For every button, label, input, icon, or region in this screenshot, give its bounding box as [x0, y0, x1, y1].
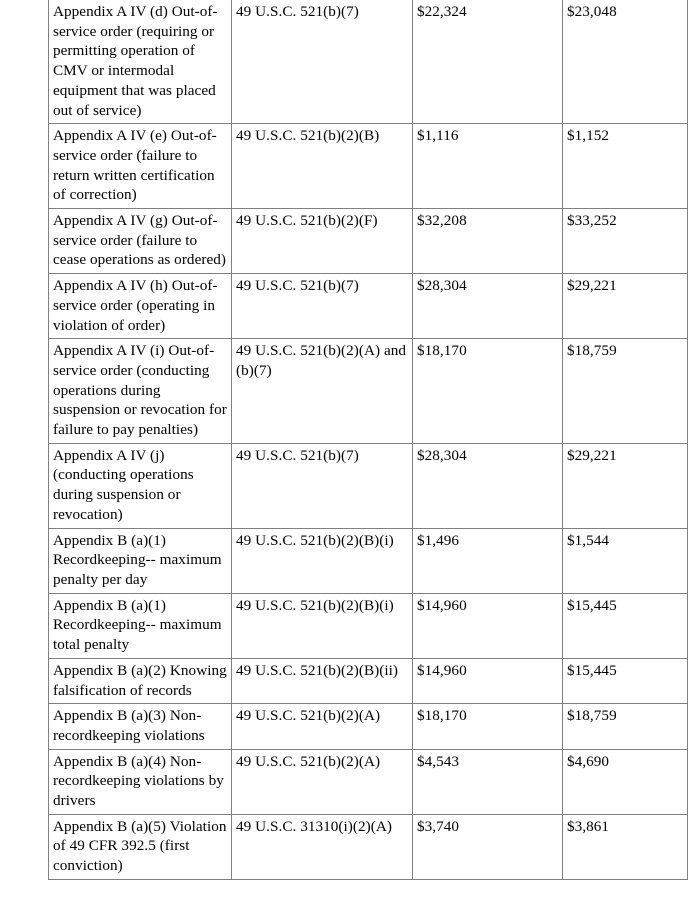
- table-row: [49, 209, 688, 274]
- table-row: [49, 0, 688, 124]
- cell-current-penalty-text: $14,960: [417, 661, 467, 679]
- cell-usc-citation: [232, 339, 413, 444]
- cell-current-penalty: [413, 339, 563, 444]
- cell-current-penalty: [413, 274, 563, 339]
- cell-current-penalty-text: $28,304: [417, 277, 467, 295]
- table-row: [49, 704, 688, 749]
- cell-violation-description-text: Appendix B (a)(3) Non-recordkeeping violations: [53, 707, 205, 744]
- table-row: [49, 274, 688, 339]
- table-row: [49, 339, 688, 444]
- cell-usc-citation-text: 49 U.S.C. 31310(i)(2)(A): [236, 817, 393, 835]
- cell-adjusted-penalty-text: $18,759: [567, 342, 617, 360]
- cell-current-penalty-text: $1,116: [417, 127, 459, 145]
- cell-adjusted-penalty-text: $1,152: [567, 127, 610, 145]
- cell-violation-description-text: Appendix B (a)(1) Recordkeeping-- maximum penalty per day: [53, 531, 222, 588]
- cell-current-penalty-text: $28,304: [417, 446, 467, 464]
- cell-adjusted-penalty: [563, 749, 688, 814]
- cell-adjusted-penalty: [563, 704, 688, 749]
- table-row: [49, 528, 688, 593]
- cell-violation-description-text: Appendix A IV (d) Out-of-service order (requiring or permitting operation of CMV or intermodal equipment that was placed out of service): [53, 3, 218, 119]
- cell-adjusted-penalty: [563, 658, 688, 703]
- cell-usc-citation: [232, 274, 413, 339]
- cell-adjusted-penalty-text: $3,861: [567, 817, 610, 835]
- table-row: [49, 749, 688, 814]
- cell-violation-description: [49, 658, 232, 703]
- cell-adjusted-penalty: [563, 443, 688, 528]
- cell-adjusted-penalty-text: $4,690: [567, 752, 610, 770]
- cell-current-penalty-text: $14,960: [417, 596, 467, 614]
- cell-usc-citation-text: 49 U.S.C. 521(b)(2)(B)(ii): [236, 661, 399, 679]
- cell-usc-citation: [232, 209, 413, 274]
- cell-usc-citation-text: 49 U.S.C. 521(b)(2)(B)(i): [236, 531, 394, 549]
- cell-current-penalty: [413, 124, 563, 209]
- cell-current-penalty-text: $18,170: [417, 707, 467, 725]
- cell-current-penalty: [413, 593, 563, 658]
- cell-usc-citation: [232, 704, 413, 749]
- cell-adjusted-penalty-text: $1,544: [567, 531, 610, 549]
- cell-current-penalty: [413, 209, 563, 274]
- cell-violation-description: [49, 274, 232, 339]
- cell-adjusted-penalty: [563, 339, 688, 444]
- cell-usc-citation: [232, 528, 413, 593]
- cell-usc-citation: [232, 443, 413, 528]
- table-body: [49, 0, 688, 879]
- cell-current-penalty: [413, 704, 563, 749]
- cell-adjusted-penalty: [563, 528, 688, 593]
- cell-adjusted-penalty-text: $33,252: [567, 212, 617, 230]
- cell-usc-citation: [232, 814, 413, 879]
- cell-adjusted-penalty-text: $18,759: [567, 707, 617, 725]
- table-row: [49, 658, 688, 703]
- cell-current-penalty: [413, 749, 563, 814]
- cell-usc-citation-text: 49 U.S.C. 521(b)(2)(B): [236, 127, 380, 145]
- table-row: [49, 443, 688, 528]
- cell-violation-description: [49, 209, 232, 274]
- cell-usc-citation: [232, 593, 413, 658]
- cell-violation-description-text: Appendix B (a)(5) Violation of 49 CFR 392.5 (first conviction): [53, 817, 227, 875]
- cell-usc-citation-text: 49 U.S.C. 521(b)(2)(F): [236, 212, 378, 230]
- cell-usc-citation-text: 49 U.S.C. 521(b)(2)(A): [236, 707, 381, 725]
- cell-adjusted-penalty: [563, 593, 688, 658]
- cell-violation-description: [49, 528, 232, 593]
- cell-current-penalty: [413, 0, 563, 124]
- cell-usc-citation-text: 49 U.S.C. 521(b)(7): [236, 446, 359, 464]
- cell-violation-description: [49, 443, 232, 528]
- cell-adjusted-penalty: [563, 124, 688, 209]
- cell-adjusted-penalty-text: $29,221: [567, 277, 617, 295]
- cell-adjusted-penalty: [563, 274, 688, 339]
- cell-usc-citation: [232, 658, 413, 703]
- cell-violation-description-text: Appendix B (a)(4) Non-recordkeeping violations by drivers: [53, 752, 224, 810]
- cell-violation-description: [49, 704, 232, 749]
- cell-adjusted-penalty-text: $15,445: [567, 661, 617, 679]
- cell-current-penalty-text: $22,324: [417, 3, 467, 20]
- cell-violation-description-text: Appendix A IV (h) Out-of-service order (operating in violation of order): [53, 277, 218, 334]
- cell-current-penalty: [413, 658, 563, 703]
- cell-usc-citation-text: 49 U.S.C. 521(b)(7): [236, 3, 359, 20]
- cell-violation-description-text: Appendix A IV (g) Out-of-service order (failure to cease operations as ordered): [53, 212, 227, 269]
- cell-usc-citation: [232, 124, 413, 209]
- cell-usc-citation: [232, 749, 413, 814]
- cell-violation-description-text: Appendix A IV (j) (conducting operations during suspension or revocation): [53, 446, 194, 523]
- cell-violation-description-text: Appendix A IV (i) Out-of-service order (conducting operations during suspension or revocation for failure to pay penalties): [53, 342, 227, 439]
- cell-usc-citation: [232, 0, 413, 124]
- cell-current-penalty-text: $1,496: [417, 531, 460, 549]
- cell-current-penalty: [413, 443, 563, 528]
- cell-violation-description-text: Appendix A IV (e) Out-of-service order (failure to return written certification of correction): [53, 127, 217, 204]
- cell-violation-description: [49, 124, 232, 209]
- cell-violation-description: [49, 593, 232, 658]
- cell-current-penalty-text: $4,543: [417, 752, 460, 770]
- cell-usc-citation-text: 49 U.S.C. 521(b)(2)(A) and (b)(7): [236, 342, 407, 379]
- cell-adjusted-penalty-text: $23,048: [567, 3, 617, 20]
- cell-usc-citation-text: 49 U.S.C. 521(b)(2)(A): [236, 752, 381, 770]
- cell-usc-citation-text: 49 U.S.C. 521(b)(2)(B)(i): [236, 596, 394, 614]
- cell-adjusted-penalty: [563, 209, 688, 274]
- table-row: [49, 593, 688, 658]
- cell-adjusted-penalty: [563, 814, 688, 879]
- cell-adjusted-penalty-text: $15,445: [567, 596, 617, 614]
- cell-violation-description: [49, 339, 232, 444]
- table-row: [49, 814, 688, 879]
- cell-current-penalty: [413, 814, 563, 879]
- cell-usc-citation-text: 49 U.S.C. 521(b)(7): [236, 277, 359, 295]
- penalty-adjustment-table: [48, 0, 688, 880]
- cell-current-penalty-text: $3,740: [417, 817, 460, 835]
- cell-adjusted-penalty: [563, 0, 688, 124]
- cell-current-penalty-text: $18,170: [417, 342, 467, 360]
- table-row: [49, 124, 688, 209]
- cell-violation-description: [49, 0, 232, 124]
- cell-current-penalty: [413, 528, 563, 593]
- cell-violation-description-text: Appendix B (a)(2) Knowing falsification of records: [53, 661, 227, 699]
- cell-violation-description-text: Appendix B (a)(1) Recordkeeping-- maximum total penalty: [53, 596, 222, 654]
- cell-violation-description: [49, 814, 232, 879]
- cell-current-penalty-text: $32,208: [417, 212, 467, 230]
- cell-violation-description: [49, 749, 232, 814]
- cell-adjusted-penalty-text: $29,221: [567, 446, 617, 464]
